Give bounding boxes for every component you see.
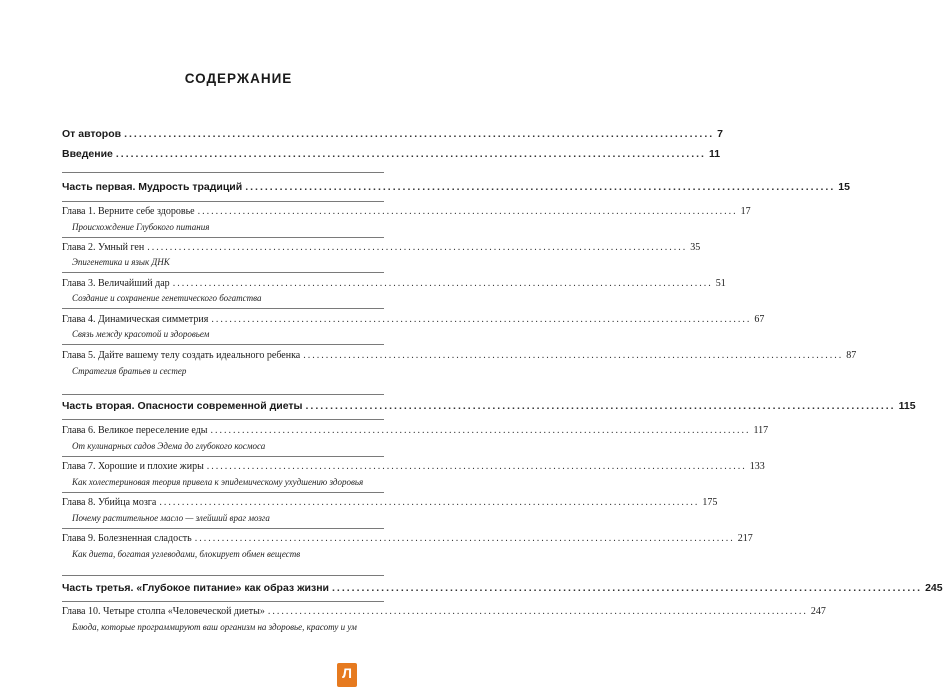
part-title: Часть третья. «Глубокое питание» как образ жизни: [62, 582, 329, 594]
divider: [62, 344, 384, 345]
part-page: 115: [898, 400, 916, 412]
divider: [62, 601, 384, 602]
chapter-subtitle: Почему растительное масло — злейший враг мозга: [72, 513, 270, 523]
toc-chapter-4[interactable]: [62, 314, 765, 325]
chapter-title: Глава 7. Хорошие и плохие жиры: [62, 461, 204, 472]
chapter-page: 67: [754, 314, 765, 325]
toc-chapter-8[interactable]: [62, 497, 718, 508]
toc-chapter-2[interactable]: [62, 242, 701, 253]
chapter-page: 217: [737, 533, 753, 544]
toc-chapter-3[interactable]: [62, 278, 726, 289]
chapter-subtitle: Как диета, богатая углеводами, блокирует обмен веществ: [72, 549, 301, 559]
part-title: Часть первая. Мудрость традиций: [62, 181, 243, 193]
chapter-subtitle: Происхождение Глубокого питания: [72, 222, 210, 232]
leader-dots: ........................................................................................................................: [172, 278, 713, 289]
chapter-subtitle: Стратегия братьев и сестер: [72, 366, 187, 376]
publisher-logo: [337, 663, 357, 687]
part-title: Часть вторая. Опасности современной диеты: [62, 400, 303, 412]
divider: [62, 492, 384, 493]
leader-dots: ........................................................................................................................: [211, 314, 752, 325]
chapter-title: Глава 2. Умный ген: [62, 242, 145, 253]
part-page: 15: [838, 181, 850, 193]
toc-chapter-6[interactable]: [62, 425, 769, 436]
chapter-page: 133: [749, 461, 765, 472]
chapter-title: Глава 5. Дайте вашему телу создать идеального ребенка: [62, 350, 301, 361]
toc-part-3[interactable]: [62, 582, 943, 594]
leader-dots: ........................................................................................................................: [206, 461, 747, 472]
toc-entry-page: 7: [717, 128, 724, 140]
toc-part-2[interactable]: [62, 400, 916, 412]
toc-chapter-9[interactable]: [62, 533, 753, 544]
leader-dots: ........................................................................................................................: [159, 497, 700, 508]
chapter-page: 87: [846, 350, 857, 361]
chapter-subtitle: Блюда, которые программируют ваш организм на здоровье, красоту и ум: [72, 622, 357, 632]
chapter-title: Глава 6. Великое переселение еды: [62, 425, 208, 436]
chapter-page: 117: [753, 425, 769, 436]
chapter-title: Глава 8. Убийца мозга: [62, 497, 157, 508]
chapter-page: 17: [740, 206, 751, 217]
leader-dots: ........................................................................................................................: [197, 206, 738, 217]
chapter-page: 51: [715, 278, 726, 289]
leader-dots: ........................................................................................................................: [332, 582, 923, 594]
divider: [62, 419, 384, 420]
leader-dots: ........................................................................................................................: [194, 533, 735, 544]
leader-dots: ........................................................................................................................: [115, 148, 706, 160]
leader-dots: ........................................................................................................................: [303, 350, 844, 361]
toc-entry-title: Введение: [62, 148, 113, 160]
toc-entry-title: От авторов: [62, 128, 122, 140]
divider: [62, 201, 384, 202]
chapter-page: 247: [810, 606, 826, 617]
chapter-title: Глава 9. Болезненная сладость: [62, 533, 192, 544]
toc-entry-page: 11: [708, 148, 721, 160]
divider: [62, 394, 384, 395]
divider: [62, 237, 384, 238]
leader-dots: ........................................................................................................................: [210, 425, 751, 436]
toc-part-1[interactable]: [62, 181, 850, 193]
divider: [62, 308, 384, 309]
chapter-page: 35: [690, 242, 701, 253]
toc-chapter-10[interactable]: [62, 606, 826, 617]
leader-dots: ........................................................................................................................: [124, 128, 715, 140]
leader-dots: ........................................................................................................................: [267, 606, 808, 617]
chapter-subtitle: Создание и сохранение генетического богатства: [72, 293, 262, 303]
chapter-title: Глава 3. Величайший дар: [62, 278, 170, 289]
divider: [62, 172, 384, 173]
chapter-subtitle: Связь между красотой и здоровьем: [72, 329, 210, 339]
divider: [62, 575, 384, 576]
page-title: СОДЕРЖАНИЕ: [184, 71, 293, 86]
leader-dots: ........................................................................................................................: [245, 181, 836, 193]
toc-entry-authors[interactable]: [62, 128, 724, 140]
leader-dots: ........................................................................................................................: [147, 242, 688, 253]
publisher-logo-letter: Л: [342, 665, 352, 681]
divider: [62, 456, 384, 457]
divider: [62, 272, 384, 273]
chapter-title: Глава 4. Динамическая симметрия: [62, 314, 209, 325]
chapter-title: Глава 10. Четыре столпа «Человеческой диеты»: [62, 606, 265, 617]
toc-chapter-7[interactable]: [62, 461, 765, 472]
chapter-subtitle: От кулинарных садов Эдема до глубокого космоса: [72, 441, 266, 451]
leader-dots: ........................................................................................................................: [305, 400, 896, 412]
divider: [62, 528, 384, 529]
toc-chapter-5[interactable]: [62, 350, 857, 361]
toc-entry-introduction[interactable]: [62, 148, 721, 160]
toc-chapter-1[interactable]: [62, 206, 751, 217]
chapter-title: Глава 1. Верните себе здоровье: [62, 206, 195, 217]
part-page: 245: [925, 582, 943, 594]
chapter-page: 175: [702, 497, 718, 508]
chapter-subtitle: Эпигенетика и язык ДНК: [72, 257, 170, 267]
chapter-subtitle: Как холестериновая теория привела к эпидемическому ухудшению здоровья: [72, 477, 364, 487]
